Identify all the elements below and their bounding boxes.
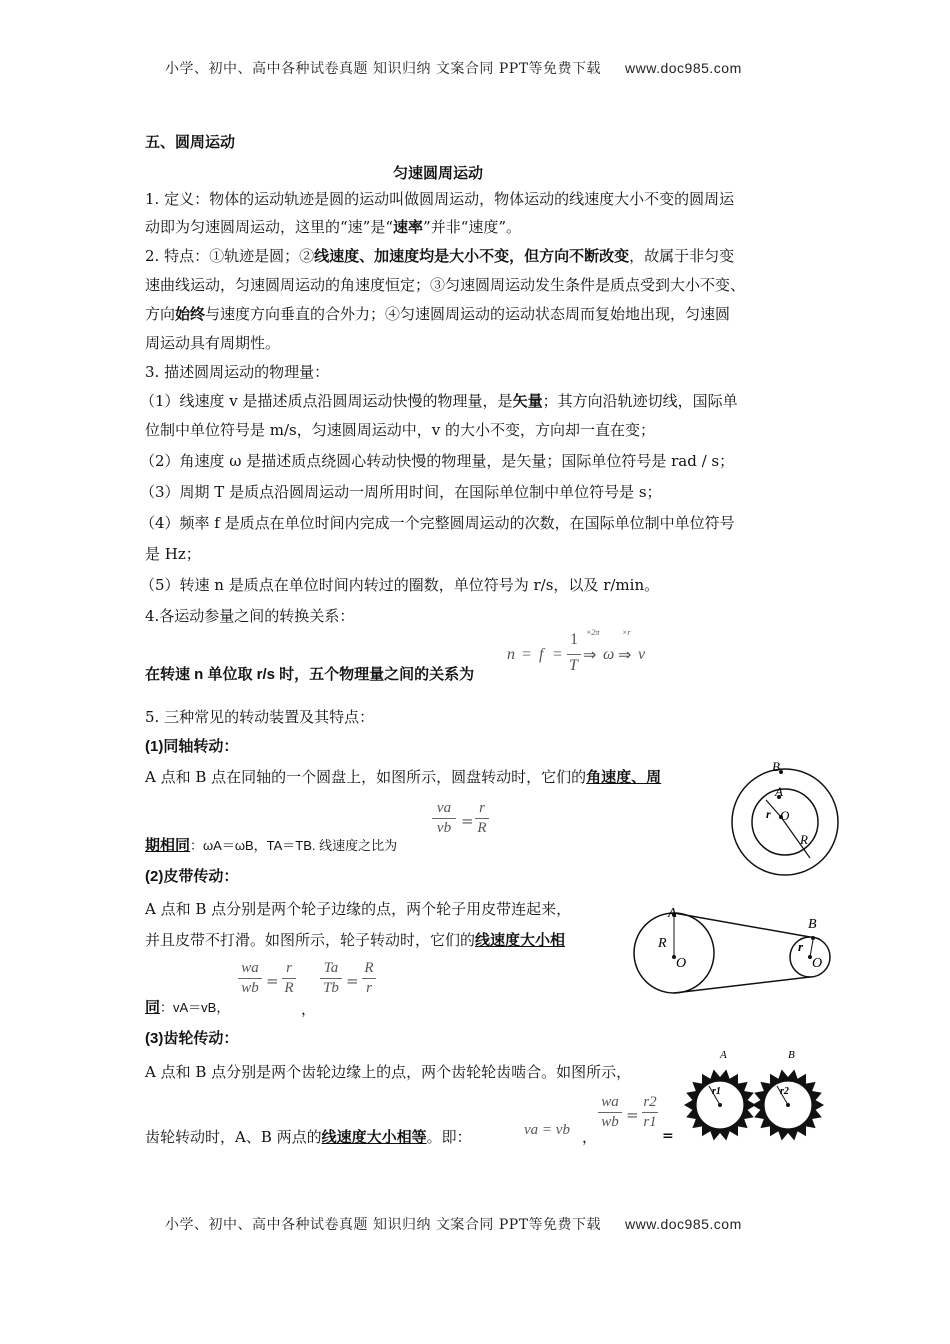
label-r2: r2 — [780, 1086, 789, 1097]
section-title: 五、圆周运动 — [145, 134, 236, 151]
text-line: 方向始终与速度方向垂直的合外力；④匀速圆周运动的运动状态周而复始地出现，匀速圆 — [145, 305, 731, 323]
page-footer — [165, 1214, 742, 1234]
text-line: 3. 描述圆周运动的物理量： — [145, 363, 330, 381]
belt-top — [674, 913, 810, 937]
gear-w-fraction: wa wb — [598, 1094, 622, 1131]
label-O: O — [676, 956, 687, 971]
belt-T-ratio: R r — [362, 960, 376, 997]
text-line: A 点和 B 点分别是两个齿轮边缘上的点，两个齿轮轮齿啮合。如图所示， — [145, 1063, 632, 1081]
coaxial-ratio: r R — [475, 800, 489, 837]
belt-w-ratio: r R — [282, 960, 296, 997]
text-line: A 点和 B 点在同轴的一个圆盘上，如图所示，圆盘转动时，它们的角速度、周 — [145, 768, 662, 786]
label-B: B — [808, 917, 817, 932]
belt-w-fraction: wa wb — [238, 960, 262, 997]
label-B: B — [772, 760, 780, 774]
belt-T-fraction: Ta Tb — [320, 960, 342, 997]
subsection-title: (3)齿轮传动： — [145, 1030, 239, 1047]
eq-sign: = — [266, 972, 279, 990]
radius-r — [810, 940, 813, 957]
center-A — [718, 1103, 722, 1107]
formula-eq: = — [553, 646, 563, 663]
label-B: B — [788, 1049, 795, 1061]
label-A: A — [775, 784, 783, 799]
formula-n: n — [507, 646, 515, 663]
subsection-title: (2)皮带传动： — [145, 868, 239, 885]
formula-v: v — [638, 646, 646, 663]
formula-f: f — [539, 646, 544, 663]
arrow-icon: ⇒ — [618, 647, 632, 664]
text-line: 周运动具有周期性。 — [145, 334, 281, 352]
text-line: 2. 特点：①轨迹是圆；②线速度、加速度均是大小不变，但方向不断改变，故属于非匀变 — [145, 247, 735, 265]
belt-bottom — [674, 977, 810, 993]
formula-omega: ω — [603, 646, 615, 663]
arrow1-label: ×2π — [586, 628, 600, 637]
text-line: （3）周期 T 是质点沿圆周运动一周所用时间，在国际单位制中单位符号是 s； — [140, 483, 662, 501]
formula-eq: = — [522, 646, 532, 663]
text-line: 1. 定义：物体的运动轨迹是圆的运动叫做圆周运动，物体运动的线速度大小不变的圆周运 — [145, 190, 735, 208]
footer-url[interactable]: www.doc985.com — [625, 1216, 742, 1232]
label-A: A — [720, 1049, 727, 1061]
label-A: A — [668, 906, 677, 921]
eq-sign: = — [461, 812, 474, 830]
belt-diagram — [628, 905, 833, 1000]
eq-sign: = — [346, 972, 359, 990]
text-line: 期相同：ωA＝ωB，TA＝TB. 线速度之比为 — [145, 836, 398, 854]
text-line: 速曲线运动，匀速圆周运动的角速度恒定；③匀速圆周运动发生条件是质点受到大小不变、 — [145, 276, 746, 294]
comma: ， — [582, 1128, 598, 1146]
text-line: 动即为匀速圆周运动，这里的“速”是“速率”并非“速度”。 — [145, 218, 522, 236]
header-url[interactable]: www.doc985.com — [625, 60, 742, 76]
label-R: R — [658, 936, 667, 951]
label-O: O — [780, 808, 790, 823]
text-line: 同：vA＝vB， — [145, 998, 230, 1016]
eq-sign: = — [626, 1106, 639, 1124]
formula-bar — [567, 654, 581, 655]
formula-T: T — [569, 657, 578, 674]
text-line: 在转速 n 单位取 r/s 时，五个物理量之间的关系为 — [145, 666, 475, 683]
label-r: r — [766, 807, 771, 821]
coaxial-fraction: va vb — [432, 800, 456, 837]
arrow2-label: ×r — [622, 628, 631, 637]
header-text: 小学、初中、高中各种试卷真题 知识归纳 文案合同 PPT等免费下载 — [165, 61, 602, 77]
center-B — [786, 1103, 790, 1107]
formula-one: 1 — [570, 631, 578, 648]
label-r1: r1 — [712, 1086, 721, 1097]
text-line: 并且皮带不打滑。如图所示，轮子转动时，它们的线速度大小相 — [145, 931, 566, 949]
subtitle: 匀速圆周运动 — [393, 165, 484, 182]
gear-w-ratio: r2 r1 — [643, 1094, 657, 1130]
text-line: 是 Hz； — [145, 545, 201, 563]
text-line: A 点和 B 点分别是两个轮子边缘的点，两个轮子用皮带连起来， — [145, 900, 572, 918]
text-line: 5. 三种常见的转动装置及其特点： — [145, 708, 375, 726]
label-R: R — [800, 832, 808, 847]
text-line: （4）频率 f 是质点在单位时间内完成一个完整圆周运动的次数，在国际单位制中单位符号 — [140, 514, 735, 532]
label-r: r — [798, 939, 804, 954]
text-line: 4.各运动参量之间的转换关系： — [145, 607, 355, 625]
page-header — [165, 58, 742, 78]
gear-diagram — [682, 1048, 832, 1148]
coaxial-diagram — [720, 760, 850, 880]
comma: ， — [301, 1000, 317, 1018]
subsection-title: (1)同轴转动： — [145, 738, 239, 755]
footer-text: 小学、初中、高中各种试卷真题 知识归纳 文案合同 PPT等免费下载 — [165, 1217, 602, 1233]
eq-sign: = — [662, 1128, 674, 1144]
label-O: O — [812, 956, 823, 971]
gear-v-equation: va = vb — [524, 1122, 570, 1138]
text-line: 齿轮转动时，A、B 两点的线速度大小相等。即： — [145, 1128, 472, 1146]
text-line: （2）角速度 ω 是描述质点绕圆心转动快慢的物理量，是矢量；国际单位符号是 rad / s； — [140, 452, 735, 470]
text-line: （5）转速 n 是质点在单位时间内转过的圈数，单位符号为 r/s，以及 r/min。 — [140, 576, 660, 594]
text-line: 位制中单位符号是 m/s，匀速圆周运动中，v 的大小不变，方向却一直在变； — [145, 421, 655, 439]
arrow-icon: ⇒ — [583, 647, 597, 664]
point-B — [811, 936, 815, 940]
text-line: （1）线速度 v 是描述质点沿圆周运动快慢的物理量，是矢量；其方向沿轨迹切线，国际单 — [140, 392, 738, 410]
relation-formula — [505, 628, 655, 680]
